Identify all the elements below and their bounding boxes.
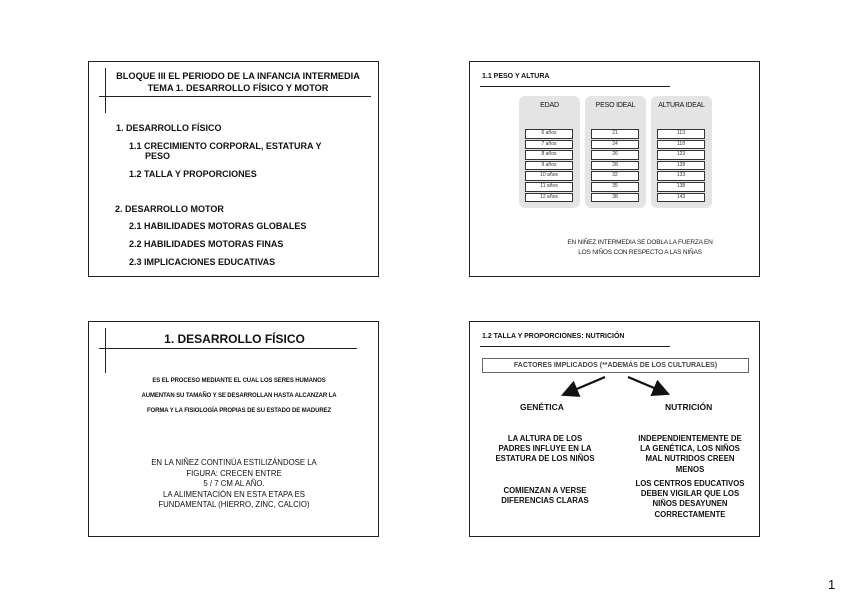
text-line: FORMA Y LA FISIOLOGÍA PROPIAS DE SU ESTADO DE MADUREZ	[146, 408, 332, 414]
slide-desarrollo-fisico	[88, 321, 379, 537]
column-header: PESO IDEAL	[595, 102, 636, 109]
factors-box: FACTORES IMPLICADOS (**ADEMÁS DE LOS CULTURALES)	[482, 358, 749, 373]
slide-title: 1.1 PESO Y ALTURA	[482, 73, 550, 80]
outline-item: 1.2 TALLA Y PROPORCIONES	[129, 169, 257, 179]
table-cell: 7 años	[525, 140, 573, 150]
outline-item: 2.1 HABILIDADES MOTORAS GLOBALES	[129, 221, 307, 231]
text-line: ESTATURA DE LOS NIÑOS	[495, 454, 595, 464]
outline-item: 2.3 IMPLICACIONES EDUCATIVAS	[129, 257, 276, 267]
table-cell: 6 años	[525, 129, 573, 139]
table-cell: 21	[591, 129, 639, 139]
text-line: NIÑOS DESAYUNEN	[652, 499, 728, 509]
table-cell: 113	[657, 129, 705, 139]
text-line: DIFERENCIAS CLARAS	[501, 496, 589, 506]
genetica-heading: GENÉTICA	[520, 402, 564, 412]
title-line: TEMA 1. DESARROLLO FÍSICO Y MOTOR	[147, 83, 329, 93]
slide-peso-altura	[469, 61, 760, 277]
text-line: CORRECTAMENTE	[654, 509, 726, 519]
note-line: EN NIÑEZ INTERMEDIA SE DOBLA LA FUERZA EN	[567, 239, 713, 246]
nutricion-text-2	[620, 479, 760, 520]
text-line: LA GENÉTICA, LOS NIÑOS	[640, 444, 740, 454]
genetica-text-1	[480, 434, 610, 465]
outline-item: 1. DESARROLLO FÍSICO	[116, 123, 222, 133]
outline-item: 2. DESARROLLO MOTOR	[115, 204, 224, 214]
note-line: LOS NIÑOS CON RESPECTO A LAS NIÑAS	[578, 249, 702, 256]
text-line: EN LA NIÑEZ CONTINÚA ESTILIZÁNDOSE LA	[151, 458, 317, 467]
outline-item: 1.1 CRECIMIENTO CORPORAL, ESTATURA Y	[129, 141, 322, 151]
table-cell: 138	[657, 182, 705, 192]
table-cell: 118	[657, 140, 705, 150]
table-cell: 32	[591, 171, 639, 181]
text-line: DEBEN VIGILAR QUE LOS	[640, 489, 740, 499]
body-text	[129, 458, 339, 511]
slide-outline	[88, 61, 379, 277]
slide-title: 1. DESARROLLO FÍSICO	[164, 332, 305, 346]
horizontal-rule	[480, 86, 670, 87]
title-line: BLOQUE III EL PERIODO DE LA INFANCIA INTERMEDIA	[116, 71, 360, 81]
table-cell: 11 años	[525, 182, 573, 192]
slide-title: 1.2 TALLA Y PROPORCIONES: NUTRICIÓN	[482, 333, 625, 340]
table-cell: 133	[657, 171, 705, 181]
table-cell: 26	[591, 150, 639, 160]
text-line: AUMENTAN SU TAMAÑO Y SE DESARROLLAN HASTA ALCANZAR LA	[141, 393, 337, 399]
text-line: LA ALTURA DE LOS	[507, 434, 583, 443]
text-line: INDEPENDIENTEMENTE DE	[638, 434, 742, 443]
table-cell: 24	[591, 140, 639, 150]
slide-talla-nutricion	[469, 321, 760, 537]
table-cell: 128	[657, 161, 705, 171]
text-line: PADRES INFLUYE EN LA	[498, 444, 592, 454]
text-line: COMIENZAN A VERSE	[503, 486, 587, 495]
table-cell: 10 años	[525, 171, 573, 181]
horizontal-rule	[99, 348, 357, 349]
column-header: EDAD	[540, 102, 559, 109]
text-line: MENOS	[675, 464, 705, 474]
nutricion-text-1	[620, 434, 760, 475]
text-line: MAL NUTRIDOS CREEN	[645, 454, 735, 464]
table-cell: 9 años	[525, 161, 573, 171]
text-line: ES EL PROCESO MEDIANTE EL CUAL LOS SERES HUMANOS	[152, 378, 326, 384]
vertical-rule	[105, 68, 106, 113]
nutricion-heading: NUTRICIÓN	[665, 402, 713, 412]
horizontal-rule	[99, 96, 371, 97]
table-cell: 35	[591, 182, 639, 192]
genetica-text-2	[480, 486, 610, 506]
table-cell: 28	[591, 161, 639, 171]
text-line: LA ALIMENTACIÓN EN ESTA ETAPA ES	[163, 489, 305, 499]
text-line: FIGURA: CRECEN ENTRE	[186, 468, 282, 478]
table-cell: 38	[591, 193, 639, 203]
outline-item: 2.2 HABILIDADES MOTORAS FINAS	[129, 239, 284, 249]
text-line: FUNDAMENTAL (HIERRO, ZINC, CALCIO)	[158, 500, 310, 509]
slide-note	[550, 238, 730, 258]
definition-text	[119, 374, 359, 419]
column-header: ALTURA IDEAL	[658, 102, 705, 109]
table-cell: 8 años	[525, 150, 573, 160]
arrow-right	[628, 377, 666, 393]
text-line: 5 / 7 CM AL AÑO.	[203, 479, 265, 488]
page-number: 1	[828, 577, 836, 592]
outline-item: PESO	[145, 151, 171, 161]
text-line: LOS CENTROS EDUCATIVOS	[635, 479, 745, 488]
table-cell: 12 años	[525, 193, 573, 203]
slide-title	[107, 70, 369, 94]
arrow-left	[565, 377, 605, 394]
table-cell: 123	[657, 150, 705, 160]
table-cell: 143	[657, 193, 705, 203]
